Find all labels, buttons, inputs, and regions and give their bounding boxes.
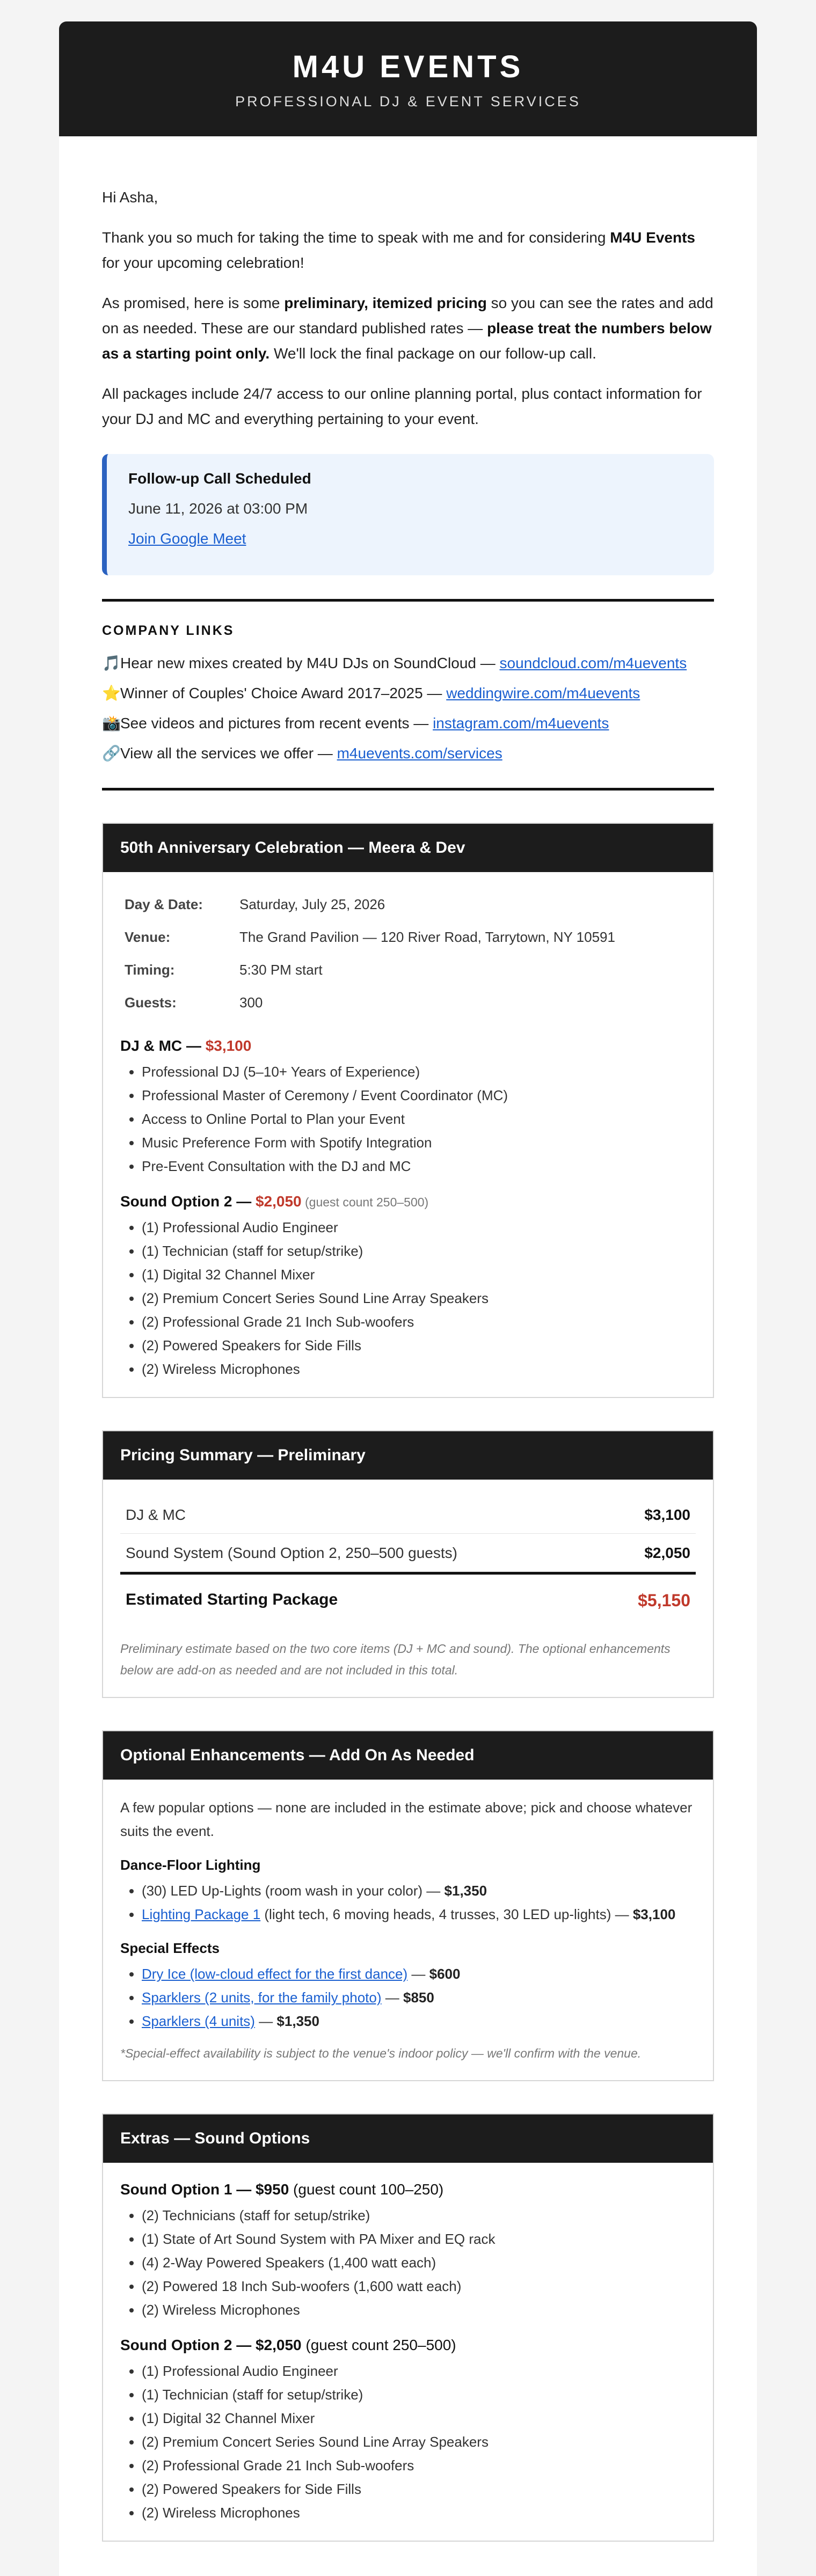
- brand-title: M4U EVENTS: [292, 49, 524, 84]
- option-item: [142, 1986, 696, 2009]
- email-header: [59, 21, 757, 136]
- option-link[interactable]: Sparklers (4 units): [142, 2013, 255, 2029]
- detail-row: [120, 954, 696, 986]
- list-item: • Pre-Event Consultation with the DJ and MC: [142, 1154, 696, 1178]
- option-price: $600: [429, 1966, 461, 1982]
- event-section: [102, 823, 714, 1398]
- list-item: • (2) Premium Concert Series Sound Line Array Speakers: [142, 2430, 696, 2454]
- pricing-paragraph: As promised, here is some preliminary, itemized pricing so you can see the rates and add on as needed. These are our standard published rates — please treat the numbers below as a starting point only. We'll lock the final package on our follow-up call.: [102, 295, 713, 362]
- company-link[interactable]: m4uevents.com/services: [337, 745, 502, 762]
- sound-option-1-features: [120, 2204, 696, 2322]
- list-item: • (1) State of Art Sound System with PA Mixer and EQ rack: [142, 2227, 696, 2251]
- detail-value: 5:30 PM start: [239, 962, 323, 978]
- join-meet-link[interactable]: Join Google Meet: [128, 530, 246, 547]
- pricing-note: Preliminary estimate based on the two core items (DJ + MC and sound). The optional enhancements below are add-on as needed and are not included in this total.: [120, 1642, 671, 1677]
- company-link-item: [102, 678, 714, 708]
- dj-mc-heading: DJ & MC — $3,100: [120, 1037, 252, 1054]
- detail-value: 300: [239, 994, 263, 1011]
- intro-paragraph: Thank you so much for taking the time to speak with me and for considering M4U Events for your upcoming celebration!: [102, 229, 695, 271]
- event-details: [120, 888, 696, 1019]
- callout-title: Follow-up Call Scheduled: [128, 470, 311, 487]
- list-item: • (1) Professional Audio Engineer: [142, 1216, 696, 1239]
- detail-label: Day & Date:: [125, 896, 203, 912]
- detail-value: Saturday, July 25, 2026: [239, 896, 385, 912]
- option-link[interactable]: Sparklers (2 units, for the family photo): [142, 1989, 382, 2006]
- detail-label: Timing:: [125, 962, 175, 978]
- pricing-row-amount: $3,100: [644, 1506, 690, 1523]
- pricing-row: [120, 1534, 696, 1572]
- pricing-row: [120, 1496, 696, 1534]
- pricing-total-row: [120, 1572, 696, 1628]
- sound-option-heading: Sound Option 2 — $2,050 (guest count 250–500): [120, 1193, 429, 1210]
- brand-tagline: PROFESSIONAL DJ & EVENT SERVICES: [235, 93, 581, 109]
- list-item: • (1) Digital 32 Channel Mixer: [142, 2406, 696, 2430]
- option-text: (30) LED Up-Lights (room wash in your color) —: [142, 1883, 445, 1899]
- dj-mc-features: [120, 1060, 696, 1178]
- option-item: [142, 2009, 696, 2033]
- option-item: [142, 1879, 696, 1902]
- link-icon: 🔗: [102, 745, 121, 762]
- email-card: [59, 21, 757, 2576]
- total-amount: $5,150: [638, 1591, 690, 1610]
- option-text: (light tech, 6 moving heads, 4 trusses, 30 LED up-lights) —: [260, 1906, 633, 1922]
- option-text: —: [407, 1966, 429, 1982]
- event-title: 50th Anniversary Celebration — Meera & Dev: [103, 824, 713, 872]
- option-price: $850: [403, 1989, 434, 2006]
- list-item: • (1) Professional Audio Engineer: [142, 2359, 696, 2383]
- company-links-section: [102, 599, 714, 791]
- sound-option-features: [120, 1216, 696, 1381]
- list-item: • (2) Premium Concert Series Sound Line Array Speakers: [142, 1286, 696, 1310]
- list-item: • (2) Powered Speakers for Side Fills: [142, 1334, 696, 1357]
- option-price: $3,100: [632, 1906, 676, 1922]
- music-note-icon: 🎵: [102, 655, 121, 671]
- company-link-text: See videos and pictures from recent events —: [120, 715, 433, 731]
- pricing-summary-section: [102, 1430, 714, 1698]
- enhancements-intro: A few popular options — none are included in the estimate above; pick and choose whatever suits the event.: [120, 1799, 693, 1839]
- list-item: • (1) Technician (staff for setup/strike): [142, 1239, 696, 1263]
- company-link[interactable]: weddingwire.com/m4uevents: [446, 685, 640, 701]
- company-links-heading: COMPANY LINKS: [102, 623, 235, 638]
- effects-note: *Special-effect availability is subject to the venue's indoor policy — we'll confirm with the venue.: [120, 2046, 642, 2060]
- enhancements-title: Optional Enhancements — Add On As Needed: [103, 1731, 713, 1780]
- company-link-text: Hear new mixes created by M4U DJs on SoundCloud —: [120, 655, 500, 671]
- sound-option-2-heading: Sound Option 2 — $2,050 (guest count 250–500): [120, 2337, 456, 2353]
- option-price: $1,350: [444, 1883, 487, 1899]
- option-text: —: [381, 1989, 403, 2006]
- pricing-row-label: DJ & MC: [126, 1506, 186, 1523]
- list-item: • (2) Technicians (staff for setup/strike): [142, 2204, 696, 2227]
- company-link-text: Winner of Couples' Choice Award 2017–2025 —: [120, 685, 447, 701]
- list-item: • (1) Technician (staff for setup/strike): [142, 2383, 696, 2406]
- detail-row: [120, 921, 696, 954]
- list-item: • (2) Wireless Microphones: [142, 2298, 696, 2322]
- company-link[interactable]: instagram.com/m4uevents: [433, 715, 609, 731]
- lighting-options: [120, 1879, 696, 1926]
- star-icon: ⭐: [102, 685, 121, 701]
- detail-value: The Grand Pavilion — 120 River Road, Tarrytown, NY 10591: [239, 929, 615, 945]
- option-text: —: [254, 2013, 277, 2029]
- total-label: Estimated Starting Package: [126, 1591, 338, 1608]
- greeting: Hi Asha,: [102, 189, 158, 206]
- list-item: • Professional DJ (5–10+ Years of Experience): [142, 1060, 696, 1084]
- email-content: [59, 136, 757, 2542]
- company-link[interactable]: soundcloud.com/m4uevents: [499, 655, 687, 671]
- option-link[interactable]: Dry Ice (low-cloud effect for the first dance): [142, 1966, 408, 1982]
- enhancements-section: [102, 1730, 714, 2081]
- option-link[interactable]: Lighting Package 1: [142, 1906, 261, 1922]
- divider: [102, 788, 714, 791]
- company-link-item: [102, 708, 714, 738]
- portal-paragraph: All packages include 24/7 access to our online planning portal, plus contact information for your DJ and MC and everything pertaining to your event.: [102, 385, 702, 427]
- list-item: • (2) Powered Speakers for Side Fills: [142, 2477, 696, 2501]
- list-item: • (2) Professional Grade 21 Inch Sub-woofers: [142, 2454, 696, 2477]
- pricing-rows: [120, 1496, 696, 1572]
- pricing-title: Pricing Summary — Preliminary: [103, 1431, 713, 1480]
- extras-title: Extras — Sound Options: [103, 2114, 713, 2163]
- company-links-list: [102, 648, 714, 769]
- detail-label: Guests:: [125, 994, 177, 1011]
- effects-heading: Special Effects: [120, 1940, 220, 1956]
- follow-up-callout: [102, 454, 714, 575]
- list-item: • (2) Powered 18 Inch Sub-woofers (1,600 watt each): [142, 2274, 696, 2298]
- company-link-text: View all the services we offer —: [120, 745, 337, 762]
- extras-section: [102, 2113, 714, 2542]
- camera-icon: 📸: [102, 715, 121, 731]
- option-item: [142, 1962, 696, 1986]
- company-link-item: [102, 738, 714, 769]
- detail-label: Venue:: [125, 929, 171, 945]
- sound-option-2-features: [120, 2359, 696, 2524]
- pricing-row-label: Sound System (Sound Option 2, 250–500 guests): [126, 1545, 457, 1561]
- pricing-row-amount: $2,050: [644, 1545, 690, 1561]
- company-link-item: [102, 648, 714, 678]
- detail-row: [120, 986, 696, 1019]
- list-item: • (2) Professional Grade 21 Inch Sub-woofers: [142, 1310, 696, 1334]
- sound-option-1-heading: Sound Option 1 — $950 (guest count 100–250): [120, 2181, 444, 2198]
- list-item: • (1) Digital 32 Channel Mixer: [142, 1263, 696, 1286]
- detail-row: [120, 888, 696, 921]
- effects-options: [120, 1962, 696, 2033]
- list-item: • Access to Online Portal to Plan your Event: [142, 1107, 696, 1131]
- lighting-heading: Dance-Floor Lighting: [120, 1857, 261, 1873]
- option-price: $1,350: [276, 2013, 319, 2029]
- list-item: • (2) Wireless Microphones: [142, 1357, 696, 1381]
- list-item: • (4) 2-Way Powered Speakers (1,400 watt each): [142, 2251, 696, 2274]
- divider: [102, 599, 714, 602]
- callout-date: June 11, 2026 at 03:00 PM: [128, 500, 308, 517]
- option-item: [142, 1902, 696, 1926]
- list-item: • Music Preference Form with Spotify Integration: [142, 1131, 696, 1154]
- list-item: • (2) Wireless Microphones: [142, 2501, 696, 2524]
- list-item: • Professional Master of Ceremony / Event Coordinator (MC): [142, 1084, 696, 1107]
